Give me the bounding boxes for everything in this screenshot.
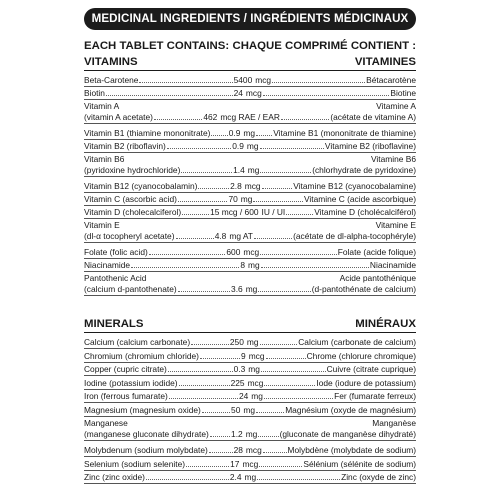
ingredient-name-fr: (gluconate de manganèse dihydraté) <box>279 429 416 439</box>
ingredient-unit: mg <box>245 429 258 439</box>
ingredient-name-fr: Niacinamide <box>369 259 416 270</box>
ingredient-row <box>84 181 416 193</box>
ingredient-name-fr: Molybdène (molybdate de sodium) <box>287 445 416 455</box>
dot-leader <box>264 398 333 399</box>
ingredient-name-fr: Vitamine C (acide ascorbique) <box>303 193 417 204</box>
ingredient-line <box>84 194 416 205</box>
ingredient-unit: mg <box>248 259 260 270</box>
dot-leader <box>179 385 230 386</box>
contains-header <box>84 40 416 54</box>
ingredient-unit: mcg <box>245 445 262 455</box>
vitamins-title-en: VITAMINS <box>84 56 138 68</box>
ingredient-amount: 1.2 <box>231 429 243 439</box>
dot-leader <box>256 412 284 413</box>
ingredient-line <box>84 418 416 429</box>
ingredient-amount: 24 <box>233 88 243 99</box>
dot-leader <box>202 412 230 413</box>
ingredient-name-fr: Calcium (carbonate de calcium) <box>298 337 417 347</box>
ingredient-line <box>84 405 416 416</box>
ingredient-name-en: Vitamin D (cholecalciferol) <box>84 207 182 217</box>
dot-leader <box>261 267 369 268</box>
ingredient-name-en: Magnesium (magnesium oxide) <box>84 404 201 415</box>
ingredient-name-fr: Folate (acide folique) <box>337 246 417 257</box>
ingredient-unit: mg <box>246 337 259 347</box>
ingredient-amount: 70 <box>228 193 238 204</box>
dot-leader <box>209 452 233 453</box>
ingredient-line <box>84 351 416 362</box>
ingredient-name-en: Vitamin B6 <box>84 154 125 165</box>
dot-leader <box>154 119 202 120</box>
dot-leader <box>168 371 233 372</box>
ingredient-name-fr: Magnésium (oxyde de magnésium) <box>285 404 416 415</box>
ingredient-line <box>84 220 416 231</box>
ingredient-line <box>84 459 416 470</box>
ingredient-unit: mcg <box>248 350 265 361</box>
ingredient-row <box>84 405 416 417</box>
ingredient-unit: IU / UI <box>261 207 286 217</box>
ingredient-row <box>84 154 416 177</box>
dot-leader <box>263 452 287 453</box>
ingredient-name-fr: Sélénium (sélénite de sodium) <box>303 458 417 469</box>
ingredient-name-en: (pyridoxine hydrochloride) <box>84 165 181 176</box>
dot-leader <box>272 82 365 83</box>
ingredient-row <box>84 364 416 376</box>
dot-leader <box>106 95 233 96</box>
ingredient-name-fr: Vitamine B2 (riboflavine) <box>324 141 417 151</box>
ingredient-name-fr: Iode (iodure de potassium) <box>316 377 417 388</box>
dot-leader <box>131 267 239 268</box>
ingredient-line <box>84 141 416 152</box>
ingredient-name-fr: Vitamine E <box>375 220 416 231</box>
ingredient-amount: 50 <box>231 404 241 415</box>
ingredient-name-en: Biotin <box>84 88 105 99</box>
ingredient-name-en: Vitamin E <box>84 220 120 231</box>
dot-leader <box>178 291 230 292</box>
dot-leader <box>258 436 278 437</box>
ingredient-name-fr: Vitamine B12 (cyanocobalamine) <box>293 180 417 191</box>
ingredient-line <box>84 207 416 218</box>
dot-leader <box>264 385 315 386</box>
ingredient-row <box>84 141 416 153</box>
ingredient-name-fr: Acide pantothénique <box>339 273 416 283</box>
ingredient-unit: mcg <box>243 246 260 257</box>
ingredient-unit: mg <box>244 472 257 482</box>
ingredient-row <box>84 418 416 441</box>
ingredient-name-fr: Zinc (oxyde de zinc) <box>341 472 417 482</box>
dot-leader <box>266 358 306 359</box>
ingredient-name-fr: Bétacarotène <box>366 75 416 85</box>
contains-fr: CHAQUE COMPRIMÉ CONTIENT : <box>232 40 416 52</box>
ingredient-row <box>84 88 416 100</box>
ingredient-line <box>84 165 416 176</box>
ingredient-name-en: Beta-Carotene <box>84 75 139 85</box>
ingredient-line <box>84 284 416 295</box>
ingredient-unit: mg <box>240 193 253 204</box>
ingredient-unit: mg <box>248 364 260 374</box>
ingredient-name-fr: Vitamine B1 (mononitrate de thiamine) <box>273 127 416 138</box>
minerals-title-en: MINERALS <box>84 318 144 330</box>
ingredient-amount: 0.9 <box>228 127 241 138</box>
ingredient-row <box>84 273 416 296</box>
ingredient-row <box>84 101 416 124</box>
ingredient-name-fr: (acétate de vitamine A) <box>330 112 416 123</box>
ingredient-name-en: Vitamin B2 (riboflavin) <box>84 141 166 151</box>
dot-leader <box>181 172 232 173</box>
dot-leader <box>176 238 214 239</box>
ingredient-row <box>84 194 416 206</box>
dot-leader <box>178 201 228 202</box>
dot-leader <box>254 238 292 239</box>
ingredient-name-en: Vitamin B1 (thiamine mononitrate) <box>84 127 211 138</box>
ingredient-line <box>84 101 416 112</box>
ingredient-name-fr: (chlorhydrate de pyridoxine) <box>312 165 416 176</box>
dot-leader <box>260 254 337 255</box>
ingredient-name-en: Vitamin A <box>84 101 120 112</box>
ingredient-name-fr: (d-pantothénate de calcium) <box>311 284 417 294</box>
ingredient-line <box>84 429 416 440</box>
ingredient-name-fr: Vitamine D (cholécalciférol) <box>314 207 416 217</box>
ingredient-name-fr: Manganèse <box>372 418 416 428</box>
dot-leader <box>198 188 229 189</box>
ingredient-unit: mg <box>243 404 255 415</box>
ingredient-row <box>84 128 416 140</box>
ingredient-line <box>84 260 416 271</box>
ingredient-unit: mg <box>243 127 255 138</box>
dot-leader <box>258 291 310 292</box>
ingredient-line <box>84 472 416 483</box>
dot-leader <box>210 436 230 437</box>
dot-leader <box>253 201 303 202</box>
ingredient-row <box>84 75 416 87</box>
ingredient-row <box>84 337 416 349</box>
dot-leader <box>260 148 324 149</box>
ingredient-amount: 3.6 <box>231 284 243 294</box>
ingredient-amount: 0.3 <box>233 364 246 374</box>
minerals-title-fr: MINÉRAUX <box>355 318 416 330</box>
ingredient-line <box>84 445 416 456</box>
ingredient-line <box>84 88 416 99</box>
ingredient-amount: 24 <box>238 391 249 401</box>
ingredient-row <box>84 260 416 272</box>
ingredient-name-en: Vitamin B12 (cyanocobalamin) <box>84 180 198 191</box>
ingredient-line <box>84 337 416 348</box>
dot-leader <box>260 344 298 345</box>
dot-leader <box>149 254 226 255</box>
ingredient-name-fr: Biotine <box>390 88 416 99</box>
ingredient-name-en: Calcium (calcium carbonate) <box>84 337 191 347</box>
dot-leader <box>169 398 238 399</box>
dot-leader <box>257 479 340 480</box>
dot-leader <box>259 466 302 467</box>
ingredient-name-en: (dl-α tocopheryl acetate) <box>84 231 175 242</box>
ingredient-amount: 9 <box>241 350 246 361</box>
ingredient-amount: 462 <box>203 112 218 123</box>
ingredient-amount: 1.4 <box>233 165 245 176</box>
ingredient-row <box>84 378 416 390</box>
ingredient-unit: mcg <box>242 458 259 469</box>
dot-leader <box>191 344 229 345</box>
ingredient-row <box>84 351 416 363</box>
ingredient-amount: 600 <box>226 246 241 257</box>
ingredient-row <box>84 220 416 243</box>
ingredient-row <box>84 472 416 484</box>
ingredient-amount: 225 <box>230 377 245 388</box>
ingredient-unit: mg <box>247 165 260 176</box>
ingredient-row <box>84 207 416 219</box>
ingredient-amount: 0.9 <box>232 141 244 151</box>
dot-leader <box>186 466 229 467</box>
ingredient-name-en: Niacinamide <box>84 259 131 270</box>
dot-leader <box>263 95 390 96</box>
ingredient-line <box>84 364 416 375</box>
ingredient-name-en: (calcium d-pantothenate) <box>84 284 177 294</box>
ingredient-name-en: (vitamin A acetate) <box>84 112 153 123</box>
ingredient-row <box>84 459 416 471</box>
banner-title: MEDICINAL INGREDIENTS / INGRÉDIENTS MÉDICINAUX <box>84 8 416 30</box>
ingredient-name-fr: Vitamine B6 <box>370 154 416 165</box>
ingredient-name-en: Iron (ferrous fumarate) <box>84 391 168 401</box>
dot-leader <box>261 371 326 372</box>
ingredient-unit: mcg <box>255 75 272 85</box>
dot-leader <box>139 82 232 83</box>
ingredient-unit: mg <box>246 141 259 151</box>
ingredient-line <box>84 112 416 123</box>
ingredient-name-en: Selenium (sodium selenite) <box>84 458 186 469</box>
ingredient-unit: mcg <box>244 180 261 191</box>
minerals-header <box>84 318 416 333</box>
ingredient-unit: mcg <box>247 377 264 388</box>
dot-leader <box>281 119 329 120</box>
dot-leader <box>211 135 227 136</box>
ingredient-amount: 28 <box>233 445 243 455</box>
ingredient-amount: 250 <box>229 337 244 347</box>
ingredient-amount: 2.4 <box>229 472 242 482</box>
vitamins-header <box>84 56 416 71</box>
ingredient-amount: 15 mcg / 600 <box>210 207 259 217</box>
dot-leader <box>256 135 272 136</box>
ingredient-name-fr: Vitamine A <box>376 101 416 112</box>
ingredient-name-fr: Cuivre (citrate cuprique) <box>326 364 416 374</box>
ingredient-amount: 5400 <box>233 75 253 85</box>
dot-leader <box>200 358 240 359</box>
ingredient-line <box>84 154 416 165</box>
dot-leader <box>167 148 231 149</box>
ingredient-line <box>84 75 416 86</box>
dot-leader <box>286 214 313 215</box>
ingredient-line <box>84 128 416 139</box>
ingredient-name-fr: Chrome (chlorure chromique) <box>306 350 416 361</box>
ingredient-line <box>84 391 416 402</box>
ingredient-amount: 2.8 <box>230 180 242 191</box>
ingredient-unit: mcg RAE / EAR <box>220 112 280 123</box>
ingredient-amount: 8 <box>240 259 246 270</box>
ingredient-name-en: (manganese gluconate dihydrate) <box>84 429 209 439</box>
ingredient-amount: 4.8 <box>214 231 227 242</box>
ingredient-row <box>84 391 416 403</box>
ingredient-unit: mcg <box>245 88 262 99</box>
ingredient-amount: 17 <box>230 458 240 469</box>
ingredient-unit: mg <box>251 391 263 401</box>
ingredient-line <box>84 378 416 389</box>
dot-leader <box>146 479 229 480</box>
ingredient-name-en: Pantothenic Acid <box>84 273 147 283</box>
ingredient-name-fr: Fer (fumarate ferreux) <box>334 391 417 401</box>
ingredient-line <box>84 231 416 242</box>
ingredient-unit: mg <box>245 284 258 294</box>
ingredient-name-en: Vitamin C (ascorbic acid) <box>84 193 177 204</box>
ingredient-name-en: Folate (folic acid) <box>84 246 148 257</box>
ingredient-name-en: Chromium (chromium chloride) <box>84 350 199 361</box>
dot-leader <box>260 172 311 173</box>
ingredient-name-en: Molybdenum (sodium molybdate) <box>84 445 208 455</box>
vitamins-title-fr: VITAMINES <box>354 56 416 68</box>
contains-en: EACH TABLET CONTAINS: <box>84 40 230 52</box>
ingredient-line <box>84 247 416 258</box>
dot-leader <box>262 188 293 189</box>
ingredient-row <box>84 445 416 457</box>
ingredient-name-en: Iodine (potassium iodide) <box>84 377 178 388</box>
ingredient-name-en: Copper (cupric citrate) <box>84 364 167 374</box>
ingredient-row <box>84 247 416 259</box>
ingredient-line <box>84 273 416 284</box>
ingredient-name-en: Zinc (zinc oxide) <box>84 472 145 482</box>
ingredient-unit: mg AT <box>229 231 253 242</box>
ingredient-line <box>84 181 416 192</box>
dot-leader <box>182 214 209 215</box>
ingredient-name-en: Manganese <box>84 418 128 428</box>
ingredient-name-fr: (acétate de dl-alpha-tocophéryle) <box>293 231 417 242</box>
